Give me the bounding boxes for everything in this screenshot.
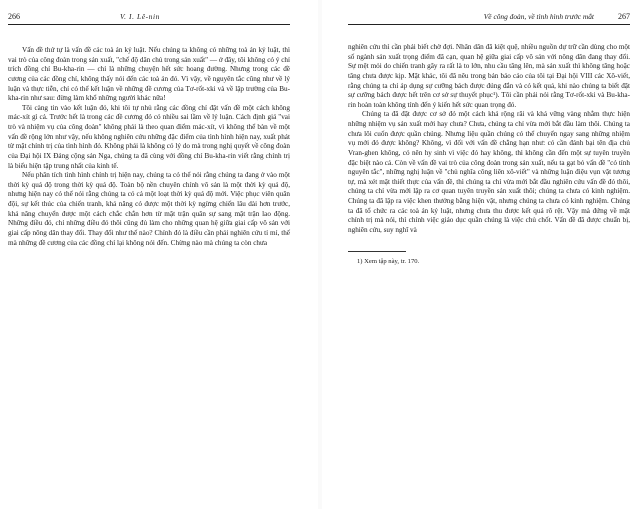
left-paragraph-2: Tôi càng tin vào kết luận đó, khi tôi tự nhủ rằng các đồng chí đặt vấn đề một cách không mác-xít gì cả. Trước hết là trong các đề cương đó có nhiều sai lầm về lý luận. Cách định giá "vai trò và nhiệm vụ của công đoàn" không phải là theo quan điểm mác-xít, vì không thể bàn về một vấn đề rộng lớn như vậy, nếu không nghiên cứu những đặc điểm của tình hình hiện nay, xuất phát từ mặt chính trị của tình hình đó. Không phải là không có lý do mà trong nghị quyết về công đoàn của Đại hội IX Đảng cộng sản Nga, chúng ta đã cùng với đồng chí Bu-kha-rin viết rằng chính trị là biểu hiện tập trung nhất của kinh tế. <box>8 103 290 170</box>
right-page <box>348 12 630 266</box>
right-paragraph-1: nghiên cứu thì cần phải biết chờ đợi. Nhân dân đã kiệt quệ, nhiều nguồn dự trữ cần dùng cho một số ngành sản xuất trọng điểm đã cạn, quan hệ giữa giai cấp vô sản với nông dân đang thay đổi. Sự mệt mỏi do chiến tranh gây ra rất là to lớn, nhu cầu tăng lên, mà sản xuất thì không tăng hoặc tăng chưa được kịp. Mặt khác, tôi đã nêu trong bản báo cáo của tôi tại Đại hội VIII các Xô-viết, rằng chúng ta chỉ áp dụng sự cưỡng bách được đúng đắn và có kết quả, khi nào chúng ta biết đặt sự cưỡng bách được hết trên cơ sở sự thuyết phục¹). Tôi cần phải nói rằng Tơ-rốt-xki và Bu-kha-rin hoàn toàn không tính đến ý kiến hết sức quan trọng đó. <box>348 43 630 109</box>
left-paragraph-1: Vấn đề thứ tự là vấn đề các toà án kỷ luật. Nếu chúng ta không có những toà án kỷ luật, thì vai trò của công đoàn trong sản xuất, "chế độ dân chủ trong sản xuất" — ở đây, tôi không có ý chỉ trích đồng chí Bu-kha-rin — chỉ là những chuyện hết sức hoang đường. Nhưng trong các đề cương của các đồng chí, không thấy nói đến các toà án đó. Vì vậy, về nguyên tắc cũng như về lý luận và thực tiễn, chỉ có thể kết luận về những đề cương của Tơ-rốt-xki và về lập trường của Bu-kha-rin như sau: đừng làm khổ những người khác nữa! <box>8 46 290 103</box>
right-running-head: Về công đoàn, về tình hình trước mắt <box>483 12 594 21</box>
left-running-head: V. I. Lê-nin <box>120 12 160 21</box>
book-gutter <box>318 0 322 509</box>
left-page-body <box>8 46 290 248</box>
footnote-divider <box>348 251 406 252</box>
right-page-header <box>348 12 630 25</box>
right-page-body <box>348 43 630 236</box>
left-page-number: 266 <box>8 12 20 21</box>
left-page-header <box>8 12 290 25</box>
right-paragraph-2: Chúng ta đã đặt được cơ sở đó một cách khá rộng rãi và khá vững vàng nhằm thực hiện những nhiệm vụ sản xuất mới hay chưa? Chưa, chúng ta chỉ vừa mới bắt đầu làm thôi. Chúng ta chưa lôi cuốn được quần chúng. Nhưng liệu quần chúng có thể chuyển ngay sang những nhiệm vụ mới đó được không? Không, vì đối với vấn đề chẳng hạn như: có cần đánh bại tên địa chủ Vran-ghen không, có nên hy sinh vì việc đó hay không, thì không cần đến một sự tuyên truyền đặc biệt nào cả. Còn về vấn đề vai trò của công đoàn trong sản xuất, nếu ta gạt bỏ vấn đề "có tính nguyên tắc", những nghị luận về "chủ nghĩa công liên xô-viết" và những luận điệu vụn vặt tương tự, mà xét mặt thiết thực của vấn đề, thì chúng ta chỉ vừa mới bắt đầu nghiên cứu vấn đề đó thôi, chúng ta chỉ vừa mới lập ra cơ quan tuyên truyền sản xuất thôi; chúng ta chưa có kinh nghiệm. Chúng ta đã lập ra việc khen thưởng bằng hiện vật, nhưng chúng ta chưa có kinh nghiệm. Chúng ta đã tổ chức ra các toà án kỷ luật, nhưng chưa thu được kết quả rõ rệt. Vậy mà đứng về mặt chính trị mà nói, thì chính việc giáo dục quần chúng là việc chủ chốt. Vấn đề đã được chuẩn bị, nghiên cứu, suy nghĩ và <box>348 110 630 234</box>
left-page <box>8 12 290 248</box>
left-paragraph-3: Nếu phân tích tình hình chính trị hiện nay, chúng ta có thể nói rằng chúng ta đang ở vào một thời kỳ quá độ trong thời kỳ quá độ. Toàn bộ nền chuyên chính vô sản là một thời kỳ quá độ, nhưng hiện nay có thể nói rằng chúng ta có cả một loạt thời kỳ quá độ mới. Việc phục viên quân đội, sự kết thúc của chiến tranh, khả năng có được một thời kỳ ngừng chiến lâu dài hơn trước, khả năng chuyển được một cách chắc chắn hơn từ mặt trận quân sự sang mặt trận lao động. Những điều đó, chỉ những điều đó thôi cũng đủ làm cho những quan hệ giữa giai cấp vô sản với giai cấp nông dân thay đổi. Thay đổi như thế nào? Chính đó là điều cần phải nghiên cứu tỉ mỉ, thế mà những đề cương của các đồng chí lại không nói đến. Chừng nào mà chúng ta còn chưa <box>8 171 290 247</box>
right-page-number: 267 <box>618 12 630 21</box>
footnote: 1) Xem tập này, tr. 170. <box>357 257 420 265</box>
